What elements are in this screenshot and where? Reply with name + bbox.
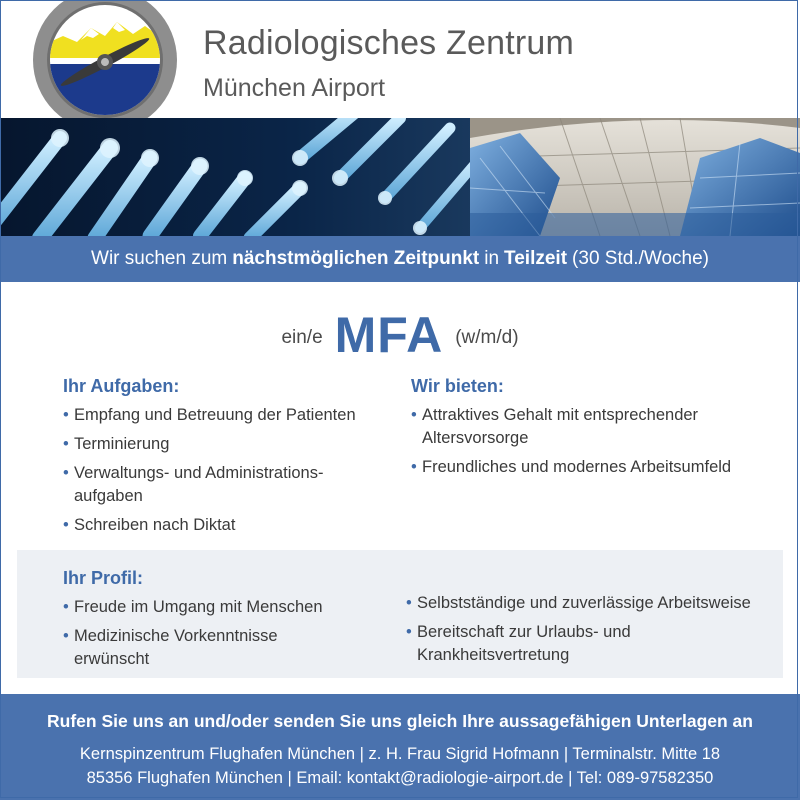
job-prefix: ein/e [281, 327, 323, 348]
strip-text-1: Wir suchen zum [91, 248, 228, 269]
job-title: MFA [334, 307, 444, 363]
list-item: • Freude im Umgang mit Menschen [63, 596, 373, 619]
strip-text-3: in [484, 248, 500, 269]
strip-text-5: (30 Std./Woche) [572, 248, 709, 269]
list-item: • Selbstständige und zuverlässige Arbeitsweise [406, 592, 776, 615]
bieten-heading: Wir bieten: [411, 376, 504, 396]
footer-address-line-1: Kernspinzentrum Flughafen München | z. H. Frau Sigrid Hofmann | Terminalstr. Mitte 18 [79, 745, 721, 763]
footer-address-line-2: 85356 Flughafen München | Email: kontakt@radiologie-airport.de | Tel: 089-97582350 [86, 769, 714, 787]
list-item: • Empfang und Betreuung der Patienten [63, 404, 383, 427]
strip-text-4: Teilzeit [504, 248, 568, 269]
job-suffix: (w/m/d) [455, 327, 519, 348]
page-subtitle: München Airport [203, 74, 386, 102]
page-title: Radiologisches Zentrum [203, 24, 575, 62]
list-item: • Medizinische Vorkenntnisse erwünscht [63, 625, 373, 671]
profil-heading: Ihr Profil: [63, 568, 143, 588]
list-item: • Bereitschaft zur Urlaubs- und Krankheitsvertretung [406, 621, 776, 667]
list-item: • Freundliches und modernes Arbeitsumfeld [411, 456, 751, 479]
footer-cta: Rufen Sie uns an und/oder senden Sie uns gleich Ihre aussagefähigen Unterlagen an [47, 711, 753, 731]
list-item: • Terminierung [63, 433, 383, 456]
strip-text-2: nächstmöglichen Zeitpunkt [232, 248, 480, 269]
list-item: • Schreiben nach Diktat [63, 514, 383, 537]
list-item: • Attraktives Gehalt mit entsprechender Altersvorsorge [411, 404, 751, 450]
aufgaben-heading: Ihr Aufgaben: [63, 376, 180, 396]
list-item: • Verwaltungs- und Administrations- aufgaben [63, 462, 383, 508]
